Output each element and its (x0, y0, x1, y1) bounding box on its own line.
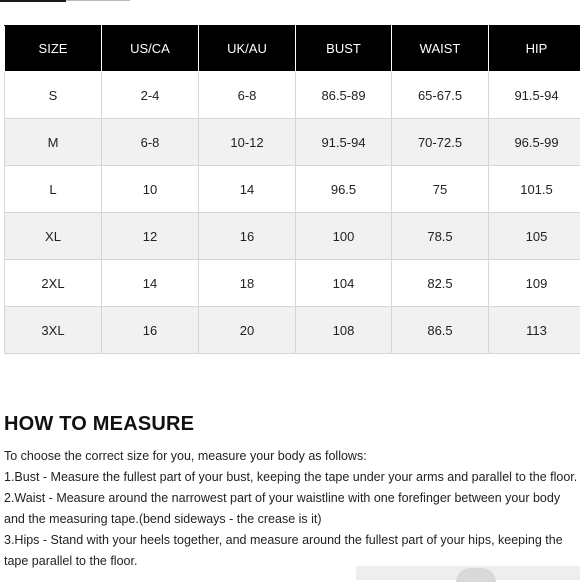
table-cell: 16 (102, 307, 199, 354)
hips-instruction: 3.Hips - Stand with your heels together, and measure around the fullest part of your hips, keeping the (4, 530, 580, 551)
table-cell: 20 (199, 307, 296, 354)
table-cell: 2XL (5, 260, 102, 307)
table-row (5, 213, 580, 260)
waist-instruction-cont: and the measuring tape.(bend sideways - the crease is it) (4, 509, 580, 530)
table-cell: 109 (489, 260, 580, 307)
table-cell: 6-8 (199, 72, 296, 119)
header-us-ca: US/CA (102, 26, 199, 72)
table-cell: 86.5 (392, 307, 489, 354)
tab-indicator-active (0, 0, 66, 2)
table-cell: M (5, 119, 102, 166)
tab-indicator-inactive (66, 0, 130, 1)
table-cell: 113 (489, 307, 580, 354)
table-cell: 18 (199, 260, 296, 307)
table-cell: 10-12 (199, 119, 296, 166)
header-uk-au: UK/AU (199, 26, 296, 72)
table-cell: 91.5-94 (296, 119, 392, 166)
table-cell: 96.5 (296, 166, 392, 213)
waist-instruction: 2.Waist - Measure around the narrowest part of your waistline with one forefinger between your body (4, 488, 580, 509)
how-to-measure-section (4, 413, 580, 572)
table-cell: L (5, 166, 102, 213)
bust-instruction: 1.Bust - Measure the fullest part of your bust, keeping the tape under your arms and parallel to the floor. (4, 467, 580, 488)
table-cell: 2-4 (102, 72, 199, 119)
table-cell: 3XL (5, 307, 102, 354)
size-chart-table (4, 25, 580, 354)
header-waist: WAIST (392, 26, 489, 72)
table-cell: 105 (489, 213, 580, 260)
table-cell: 96.5-99 (489, 119, 580, 166)
table-cell: 10 (102, 166, 199, 213)
table-cell: 14 (199, 166, 296, 213)
table-cell: 78.5 (392, 213, 489, 260)
table-cell: 12 (102, 213, 199, 260)
table-cell: 6-8 (102, 119, 199, 166)
table-cell: 104 (296, 260, 392, 307)
header-size: SIZE (5, 26, 102, 72)
intro-line: To choose the correct size for you, measure your body as follows: (4, 446, 580, 467)
header-bust: BUST (296, 26, 392, 72)
table-cell: 16 (199, 213, 296, 260)
top-tab-strip (0, 0, 130, 3)
table-cell: 108 (296, 307, 392, 354)
table-cell: 82.5 (392, 260, 489, 307)
table-cell: 14 (102, 260, 199, 307)
table-cell: XL (5, 213, 102, 260)
table-cell: 65-67.5 (392, 72, 489, 119)
header-hip: HIP (489, 26, 580, 72)
table-header-row (5, 26, 580, 72)
measurement-photo (356, 566, 580, 580)
how-to-measure-title: HOW TO MEASURE (4, 413, 580, 436)
table-row (5, 307, 580, 354)
table-cell: 75 (392, 166, 489, 213)
table-cell: 91.5-94 (489, 72, 580, 119)
hips-instruction-cont: tape parallel to the floor. (4, 551, 580, 572)
table-cell: 101.5 (489, 166, 580, 213)
table-row (5, 260, 580, 307)
table-cell: S (5, 72, 102, 119)
table-cell: 100 (296, 213, 392, 260)
table-row (5, 166, 580, 213)
table-row (5, 119, 580, 166)
table-cell: 70-72.5 (392, 119, 489, 166)
table-row (5, 72, 580, 119)
table-cell: 86.5-89 (296, 72, 392, 119)
